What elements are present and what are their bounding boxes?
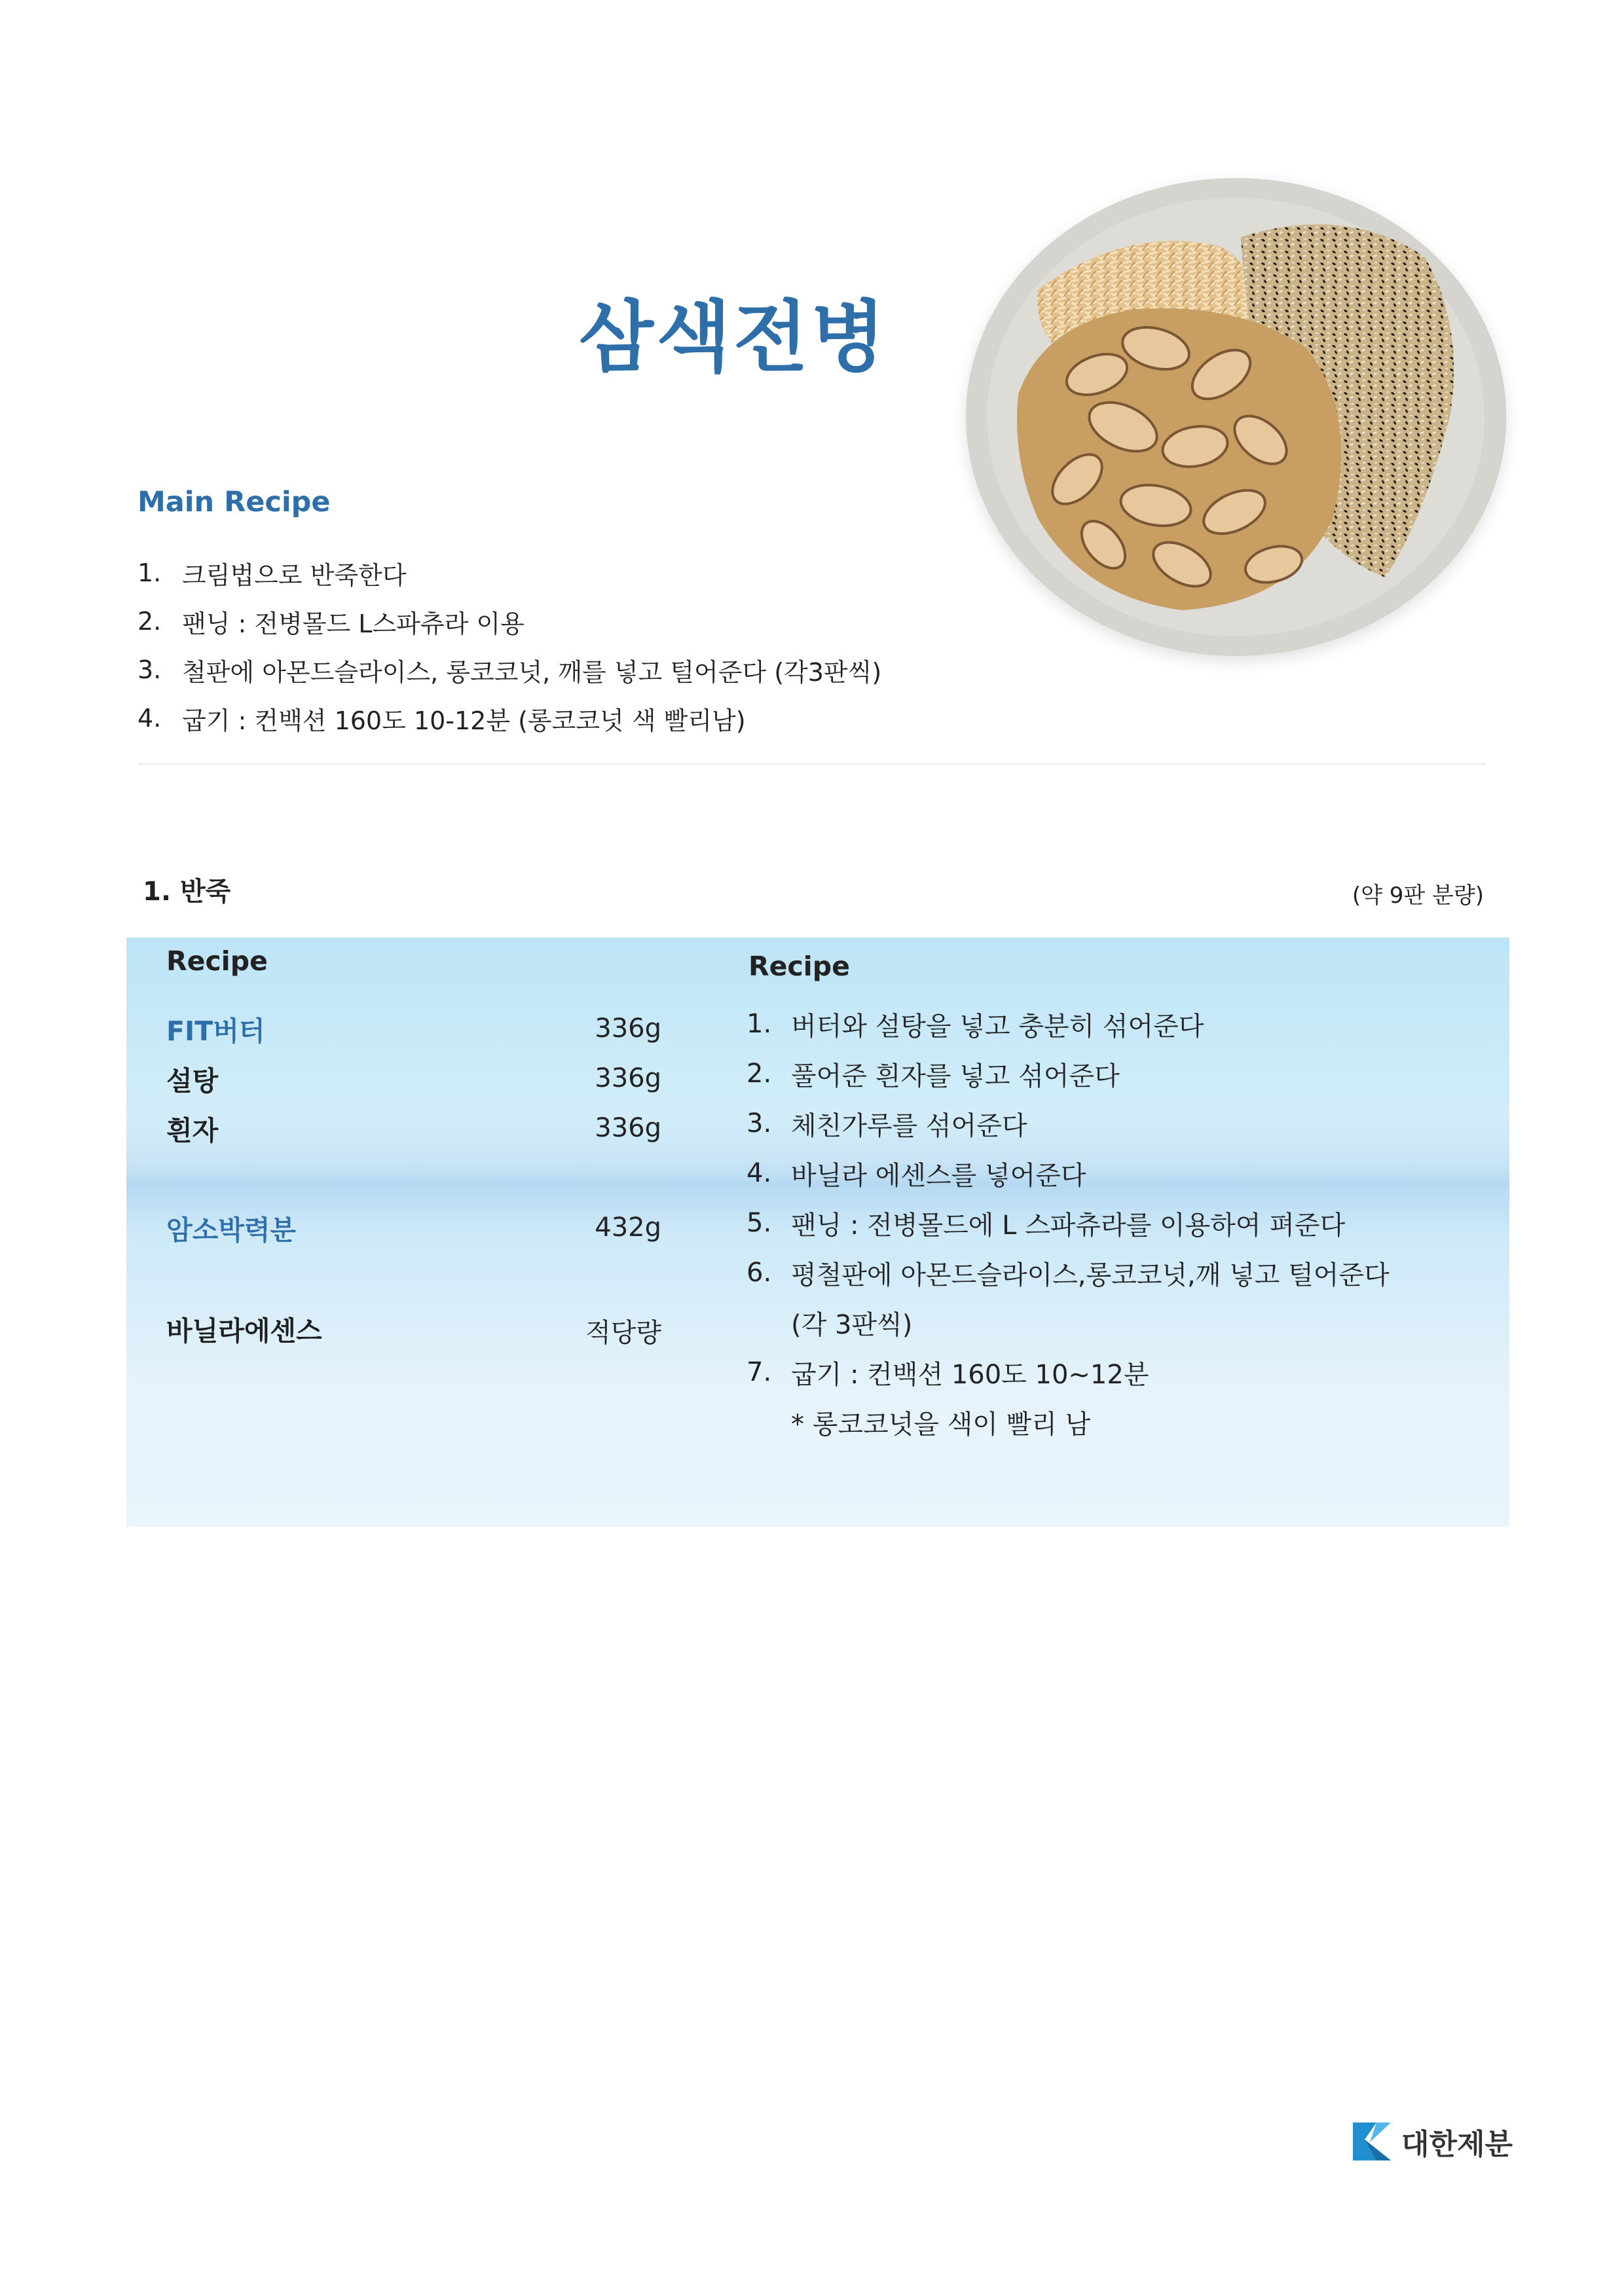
procedure-step [747, 1248, 1390, 1298]
main-step-text: 팬닝 : 전병몰드 L스파츄라 이용 [182, 609, 525, 638]
cookies-photo [966, 178, 1506, 656]
ingredient-amount: 432g [595, 1212, 661, 1243]
procedure-step [747, 1198, 1390, 1248]
daehan-logo-icon [1350, 2120, 1393, 2163]
procedure-step-text: 버터와 설탕을 넣고 충분히 섞어준다 [791, 1011, 1204, 1042]
ingredient-amount: 336g [595, 1113, 661, 1143]
main-step-text: 철판에 아몬드슬라이스, 롱코코넛, 깨를 넣고 털어준다 (각3판씩) [182, 657, 882, 687]
main-step-text: 크림법으로 반죽한다 [182, 560, 407, 590]
main-recipe-steps [138, 549, 881, 742]
page-title: 삼색전병 [579, 292, 888, 382]
procedure-step-number: 1. [747, 1009, 772, 1039]
procedure-step-number: 5. [747, 1208, 772, 1238]
procedure-step-text: 팬닝 : 전병몰드에 L 스파츄라를 이용하여 펴준다 [791, 1210, 1346, 1241]
procedure-step [747, 1347, 1390, 1397]
dough-section-heading: 1. 반죽 [143, 877, 231, 907]
main-step-number: 3. [138, 655, 162, 684]
procedure-step-text: * 롱코코넛을 색이 빨리 남 [791, 1409, 1091, 1440]
procedure-step-number: 6. [747, 1258, 772, 1288]
procedure-step-text: 바닐라 에센스를 넣어준다 [791, 1160, 1086, 1191]
main-step [138, 646, 881, 694]
ingredient-name: 바닐라에센스 [166, 1315, 322, 1347]
procedure-step-number: 4. [747, 1158, 772, 1188]
main-step [138, 694, 881, 742]
procedure-step [747, 1148, 1390, 1198]
procedure-step [747, 1099, 1390, 1148]
main-step-number: 2. [138, 607, 162, 636]
procedure-step-note [747, 1397, 1390, 1447]
main-step [138, 597, 881, 646]
procedure-step-text: 체친가루를 섞어준다 [791, 1110, 1027, 1141]
ingredient-name: 흰자 [166, 1115, 219, 1146]
main-recipe-heading: Main Recipe [138, 486, 331, 519]
main-step [138, 549, 881, 597]
company-logo [1350, 2120, 1513, 2163]
procedure-step-text: 평철판에 아몬드슬라이스,롱코코넛,깨 넣고 털어준다 [791, 1260, 1390, 1290]
section-divider [138, 763, 1486, 765]
procedure-step-continuation [747, 1298, 1390, 1347]
procedure-step [747, 999, 1390, 1049]
ingredient-amount: 적당량 [585, 1318, 661, 1348]
ingredient-amount: 336g [595, 1063, 661, 1093]
ingredients-heading: Recipe [166, 945, 268, 977]
tricolor-cookies-illustration [966, 178, 1506, 656]
procedure-step [747, 1049, 1390, 1099]
procedure-step-number: 3. [747, 1108, 772, 1139]
main-step-number: 4. [138, 704, 162, 733]
main-step-number: 1. [138, 558, 162, 587]
ingredient-amount: 336g [595, 1013, 661, 1044]
procedure-step-number: 2. [747, 1059, 772, 1089]
procedure-step-text: 풀어준 흰자를 넣고 섞어준다 [791, 1061, 1120, 1091]
ingredient-name: FIT버터 [166, 1015, 265, 1047]
main-step-text: 굽기 : 컨백션 160도 10-12분 (롱코코넛 색 빨리남) [182, 706, 746, 735]
procedure-heading: Recipe [748, 951, 850, 982]
ingredient-name: 암소박력분 [166, 1214, 297, 1246]
company-name: 대한제분 [1401, 2128, 1513, 2161]
procedure-step-number: 7. [747, 1357, 772, 1387]
procedure-step-text: 굽기 : 컨백션 160도 10~12분 [791, 1359, 1149, 1390]
procedure-steps [747, 999, 1390, 1447]
procedure-step-text: (각 3판씩) [791, 1309, 913, 1340]
yield-note: (약 9판 분량) [1352, 883, 1484, 909]
ingredient-name: 설탕 [166, 1065, 219, 1097]
